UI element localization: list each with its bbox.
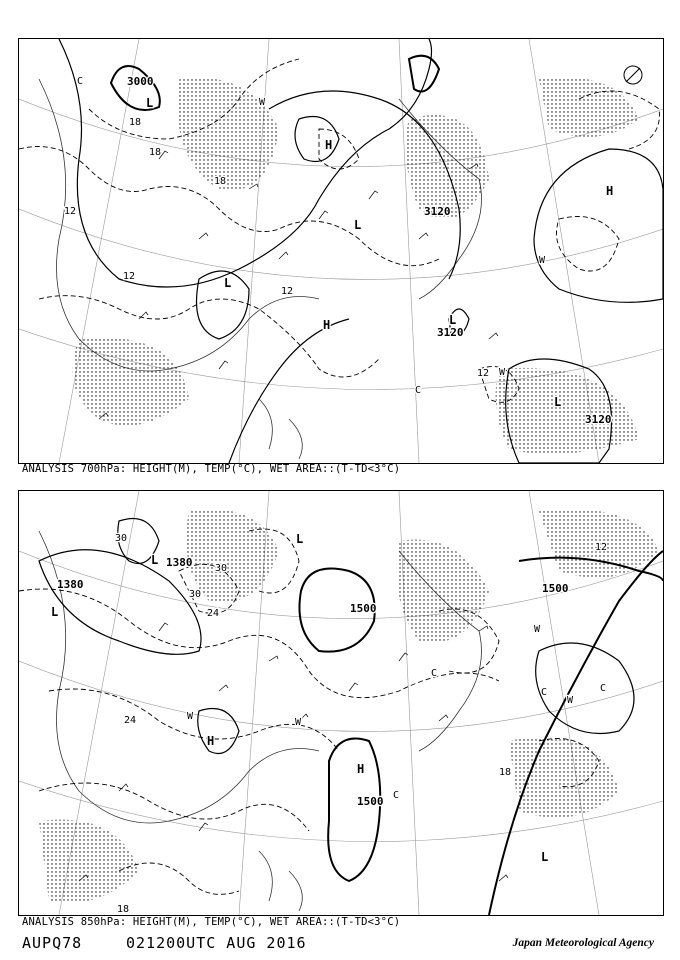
- temp-label: 12: [595, 542, 608, 553]
- wet-areas: [39, 509, 659, 903]
- valid-time: 021200UTC AUG 2016: [126, 934, 307, 952]
- center-label: L: [449, 313, 457, 327]
- temp-label: 18: [499, 767, 512, 778]
- temp-label: 24: [124, 715, 137, 726]
- center-label: H: [325, 138, 333, 152]
- center-label: L: [554, 395, 562, 409]
- station-plots: [79, 623, 508, 881]
- height-label: 1380: [57, 578, 84, 591]
- thermal-label: W: [499, 367, 506, 378]
- height-label: 1500: [542, 582, 569, 595]
- center-label: L: [296, 532, 304, 546]
- thermal-label: W: [187, 711, 194, 722]
- temp-label: 12: [477, 368, 490, 379]
- chart-code: AUPQ78: [22, 934, 83, 952]
- temp-label: 12: [281, 286, 294, 297]
- center-label: L: [224, 276, 232, 290]
- thermal-label: C: [77, 76, 84, 87]
- thermal-label: C: [431, 668, 438, 679]
- height-label: 3120: [437, 326, 464, 339]
- thermal-label: C: [600, 683, 607, 694]
- height-label: 1380: [166, 556, 193, 569]
- height-label: 3120: [424, 205, 451, 218]
- height-label: 3120: [585, 413, 612, 426]
- thermal-label: W: [539, 255, 546, 266]
- thermal-label: C: [541, 687, 548, 698]
- temp-label: 30: [189, 589, 202, 600]
- height-label: 1500: [357, 795, 384, 808]
- center-label: H: [207, 734, 215, 748]
- height-label: 3000: [127, 75, 154, 88]
- map-850hpa-svg: [19, 491, 663, 915]
- height-label: 1500: [350, 602, 377, 615]
- thermal-label: C: [393, 790, 400, 801]
- temp-label: 30: [115, 533, 128, 544]
- map-panel-700hpa: [18, 38, 664, 464]
- temp-label: 12: [123, 271, 136, 282]
- center-label: H: [357, 762, 365, 776]
- center-label: L: [151, 553, 159, 567]
- temp-label: 24: [207, 608, 220, 619]
- center-label: L: [541, 850, 549, 864]
- temp-label: 18: [117, 904, 130, 915]
- center-label: H: [323, 318, 331, 332]
- map-700hpa-svg: [19, 39, 663, 463]
- center-label: L: [354, 218, 362, 232]
- agency-name: Japan Meteorological Agency: [512, 937, 654, 949]
- temp-label: 18: [214, 176, 227, 187]
- caption-700hpa: ANALYSIS 700hPa: HEIGHT(M), TEMP(°C), WET AREA::(T-TD<3°C): [22, 463, 401, 475]
- center-label: L: [146, 96, 154, 110]
- center-label: H: [606, 184, 614, 198]
- thermal-label: W: [567, 695, 574, 706]
- temp-label: 18: [129, 117, 142, 128]
- temp-label: 30: [215, 563, 228, 574]
- thermal-label: W: [295, 717, 302, 728]
- center-label: L: [51, 605, 59, 619]
- map-panel-850hpa: [18, 490, 664, 916]
- thermal-label: C: [415, 385, 422, 396]
- caption-850hpa: ANALYSIS 850hPa: HEIGHT(M), TEMP(°C), WET AREA::(T-TD<3°C): [22, 916, 401, 928]
- temp-label: 18: [149, 147, 162, 158]
- temp-label: 12: [64, 206, 77, 217]
- thermal-label: W: [259, 97, 266, 108]
- thermal-label: W: [534, 624, 541, 635]
